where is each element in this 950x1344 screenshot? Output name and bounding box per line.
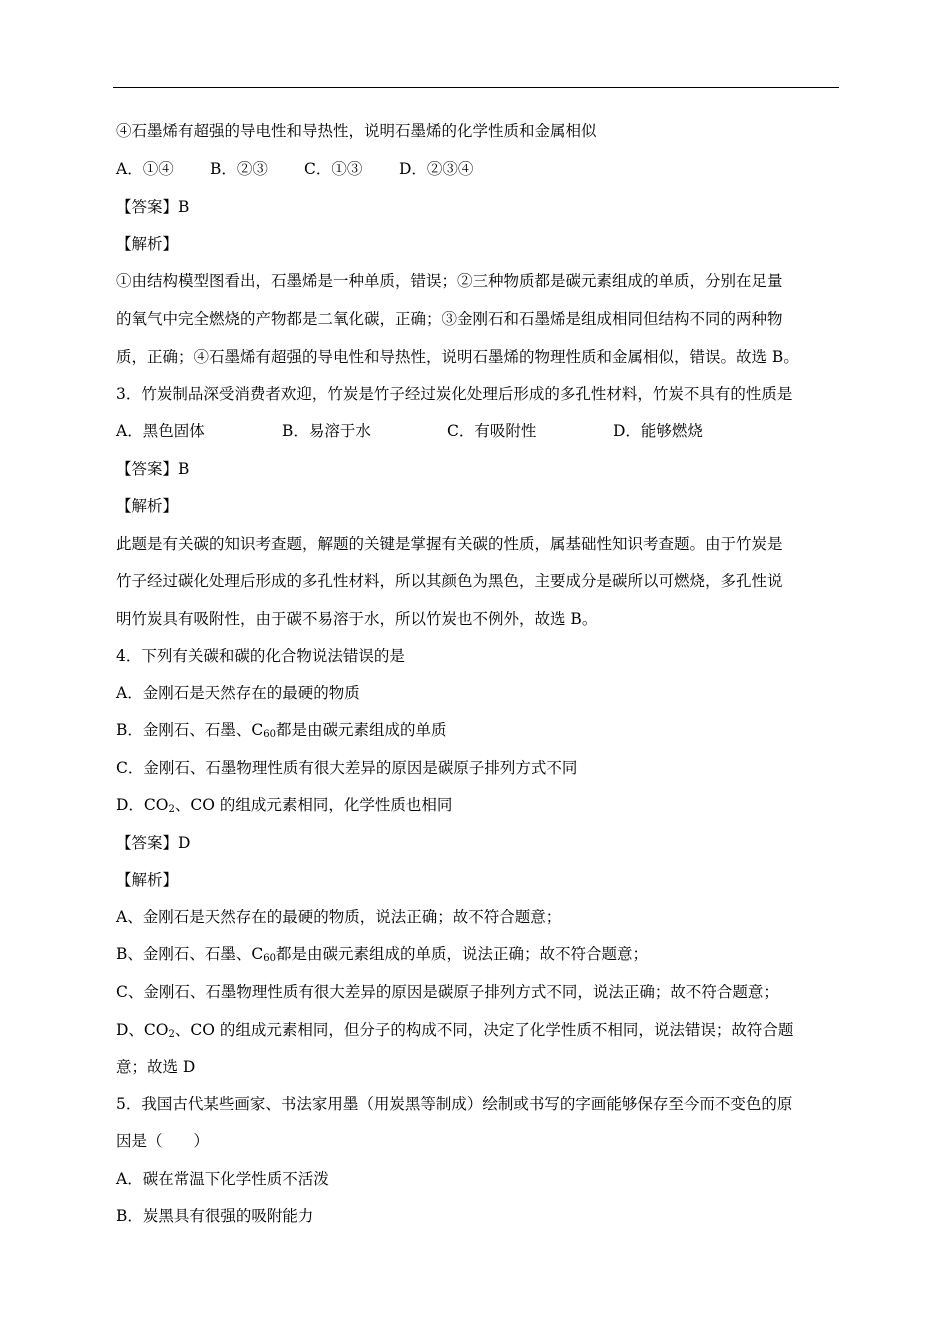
q3-analysis-line: 竹子经过碳化处理后形成的多孔性材料，所以其颜色为黑色，主要成分是碳所以可燃烧，多孔性说 [116,572,783,590]
q3-options [116,421,840,441]
q3-analysis-line: 此题是有关碳的知识考查题，解题的关键是掌握有关碳的性质，属基础性知识考查题。由于竹炭是 [116,535,783,553]
q4-analysis-line [116,1020,840,1040]
q2-option-b: B．②③ [210,160,268,178]
q4-option-b [116,720,840,740]
text-segment: B、金刚石、石墨、C [116,945,264,963]
q5-option-b: B．炭黑具有很强的吸附能力 [116,1207,314,1225]
subscript: 2 [168,1029,175,1040]
q2-option-c: C．①③ [304,160,363,178]
q2-analysis-line: ①由结构模型图看出，石墨烯是一种单质，错误；②三种物质都是碳元素组成的单质，分别在足量 [116,272,783,290]
q4-answer: 【答案】D [116,834,191,852]
q2-analysis-line: 质，正确；④石墨烯有超强的导电性和导热性，说明石墨烯的物理性质和金属相似，错误。故选 B。 [116,348,799,366]
q4-analysis-line [116,944,840,964]
q3-analysis-heading: 【解析】 [116,497,179,515]
q2-answer: 【答案】B [116,198,190,216]
q2-analysis-line: 的氧气中完全燃烧的产物都是二氧化碳，正确；③金刚石和石墨烯是组成相同但结构不同的两种物 [116,310,783,328]
q2-option-d: D．②③④ [399,160,474,178]
text-segment: D．CO [116,796,169,814]
text-segment: 、CO 的组成元素相同，化学性质也相同 [174,796,453,814]
header-rule [113,87,839,88]
text-segment: D、CO [116,1021,169,1039]
q3-analysis-line: 明竹炭具有吸附性，由于碳不易溶于水，所以竹炭也不例外，故选 B。 [116,610,598,628]
q2-option-a: A．①④ [116,160,174,178]
q2-statement-4: ④石墨烯有超强的导电性和导热性，说明石墨烯的化学性质和金属相似 [116,122,597,140]
text-segment: 都是由碳元素组成的单质 [276,721,447,739]
q4-stem: 4．下列有关碳和碳的化合物说法错误的是 [116,647,405,665]
q5-stem: 5．我国古代某些画家、书法家用墨（用炭黑等制成）绘制或书写的字画能够保存至今而不变色的原 [116,1095,793,1113]
text-segment: B．金刚石、石墨、C [116,721,264,739]
subscript: 60 [263,953,276,964]
q4-option-d [116,795,840,815]
q2-analysis-heading: 【解析】 [116,235,179,253]
q3-stem: 3．竹炭制品深受消费者欢迎，竹炭是竹子经过炭化处理后形成的多孔性材料，竹炭不具有的性质是 [116,385,793,403]
q4-analysis-line: C、金刚石、石墨物理性质有很大差异的原因是碳原子排列方式不同，说法正确；故不符合题意； [116,983,779,1001]
q4-analysis-line: 意；故选 D [116,1058,196,1076]
q3-option-b: B．易溶于水 [282,422,371,440]
q4-option-a: A．金刚石是天然存在的最硬的物质 [116,684,360,702]
text-segment: 都是由碳元素组成的单质，说法正确；故不符合题意； [276,945,649,963]
q4-analysis-heading: 【解析】 [116,871,179,889]
q2-options [116,159,840,179]
q5-stem: 因是（ ） [116,1132,210,1150]
q4-analysis-line: A、金刚石是天然存在的最硬的物质，说法正确；故不符合题意； [116,908,562,926]
q4-option-c: C．金刚石、石墨物理性质有很大差异的原因是碳原子排列方式不同 [116,759,578,777]
q3-option-c: C．有吸附性 [447,422,537,440]
q3-answer: 【答案】B [116,460,190,478]
subscript: 2 [168,804,175,815]
text-segment: 、CO 的组成元素相同，但分子的构成不同，决定了化学性质不相同，说法错误；故符合题 [174,1021,794,1039]
q3-option-d: D．能够燃烧 [613,422,703,440]
subscript: 60 [263,729,276,740]
q3-option-a: A．黑色固体 [116,422,205,440]
q5-option-a: A．碳在常温下化学性质不活泼 [116,1170,329,1188]
